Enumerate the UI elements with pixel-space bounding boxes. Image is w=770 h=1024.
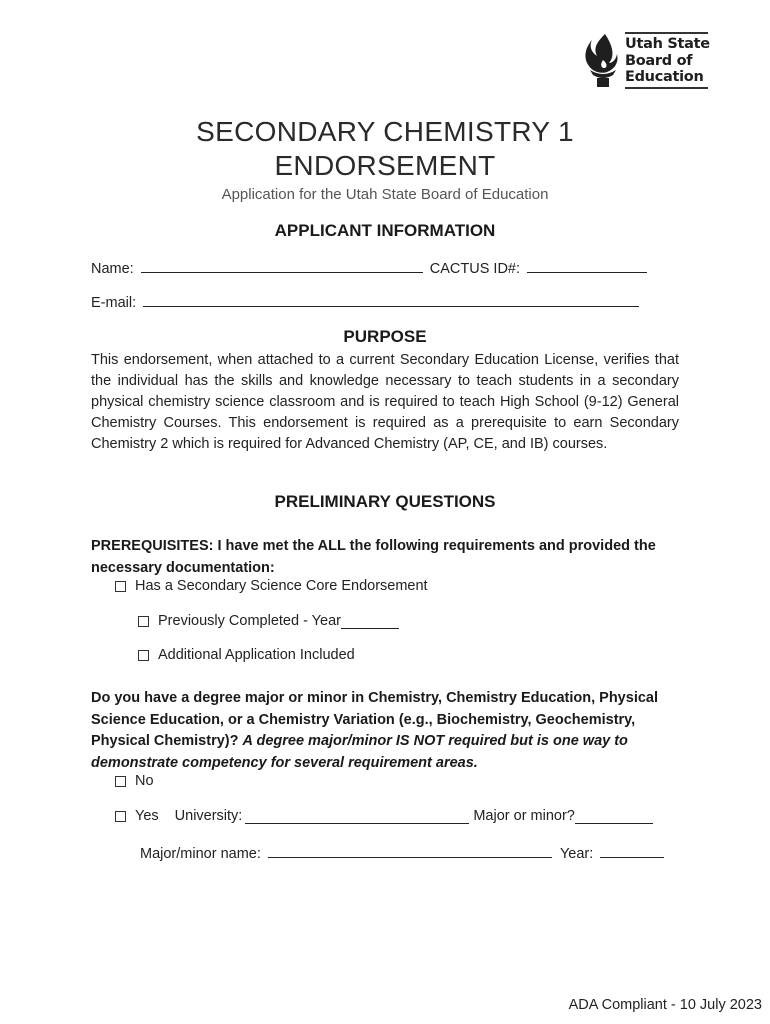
major-minor-name-field[interactable] xyxy=(268,843,552,858)
previously-completed-checkbox[interactable] xyxy=(138,616,149,627)
degree-no-label: No xyxy=(135,773,154,789)
major-or-minor-field[interactable] xyxy=(575,809,653,824)
major-minor-name-row xyxy=(140,843,664,862)
logo-top-rule xyxy=(625,32,708,34)
name-label: Name: xyxy=(91,261,134,277)
usbe-logo xyxy=(583,30,713,92)
cactus-id-field[interactable] xyxy=(527,258,647,273)
purpose-heading: PURPOSE xyxy=(343,327,427,346)
email-row xyxy=(91,292,639,311)
email-field[interactable] xyxy=(143,292,639,307)
additional-application-checkbox[interactable] xyxy=(138,650,149,661)
previously-completed-year-field[interactable] xyxy=(341,614,399,629)
logo-line-1: Utah State xyxy=(625,36,710,52)
email-label: E-mail: xyxy=(91,295,137,311)
degree-question-note: A degree major/minor IS NOT required but is one way to demonstrate competency for several requirement areas. xyxy=(91,733,628,771)
purpose-paragraph: This endorsement, when attached to a current Secondary Education License, verifies that the individual has the skills and knowledge necessary to teach students in a secondary physical chemistry science classroom and is required to teach High School (9-12) General Chemistry Courses. This endorsement is required as a prerequisite to earn Secondary Chemistry 2 which is required for Advanced Chemistry (AP, CE, and IB) courses. xyxy=(91,352,679,452)
ada-compliance-footer: ADA Compliant - 10 July 2023 xyxy=(568,997,762,1013)
name-row xyxy=(91,258,647,277)
page-title-line-1: SECONDARY CHEMISTRY 1 xyxy=(196,116,574,147)
degree-question-text: Do you have a degree major or minor in Chemistry, Chemistry Education, Physical Science Education, or a Chemistry Variation (e.g., Biochemistry, Geochemistry, Physical Chemistry)? xyxy=(91,690,659,749)
previously-completed-option xyxy=(138,613,399,629)
core-endorsement-label: Has a Secondary Science Core Endorsement xyxy=(135,578,428,594)
major-or-minor-label: Major or minor? xyxy=(473,808,575,824)
name-field[interactable] xyxy=(141,258,423,273)
logo-line-3: Education xyxy=(625,69,704,85)
page-title-line-2: ENDORSEMENT xyxy=(274,150,496,181)
additional-application-label: Additional Application Included xyxy=(158,647,355,663)
applicant-info-heading: APPLICANT INFORMATION xyxy=(274,221,496,240)
degree-yes-option xyxy=(115,808,653,824)
major-minor-name-label: Major/minor name: xyxy=(140,846,261,862)
degree-no-option xyxy=(115,773,154,789)
core-endorsement-checkbox[interactable] xyxy=(115,581,126,592)
year-field[interactable] xyxy=(600,843,664,858)
degree-yes-label: Yes xyxy=(135,808,159,824)
logo-wordmark xyxy=(625,36,710,86)
degree-yes-checkbox[interactable] xyxy=(115,811,126,822)
core-endorsement-option xyxy=(115,578,428,594)
university-field[interactable] xyxy=(245,809,469,824)
degree-no-checkbox[interactable] xyxy=(115,776,126,787)
prerequisites-question: PREREQUISITES: I have met the ALL the following requirements and provided the necessary documentation: xyxy=(91,538,656,576)
logo-line-2: Board of xyxy=(625,52,693,69)
page-subtitle: Application for the Utah State Board of Education xyxy=(221,186,549,203)
logo-bottom-rule xyxy=(625,87,708,89)
preliminary-questions-heading: PRELIMINARY QUESTIONS xyxy=(274,492,496,511)
previously-completed-label: Previously Completed - Year xyxy=(158,613,341,629)
torch-flame-icon xyxy=(583,32,623,88)
additional-application-option xyxy=(138,647,355,663)
university-label: University: xyxy=(174,808,243,824)
degree-question xyxy=(91,688,691,774)
year-label: Year: xyxy=(559,846,594,862)
cactus-id-label: CACTUS ID#: xyxy=(429,261,521,277)
